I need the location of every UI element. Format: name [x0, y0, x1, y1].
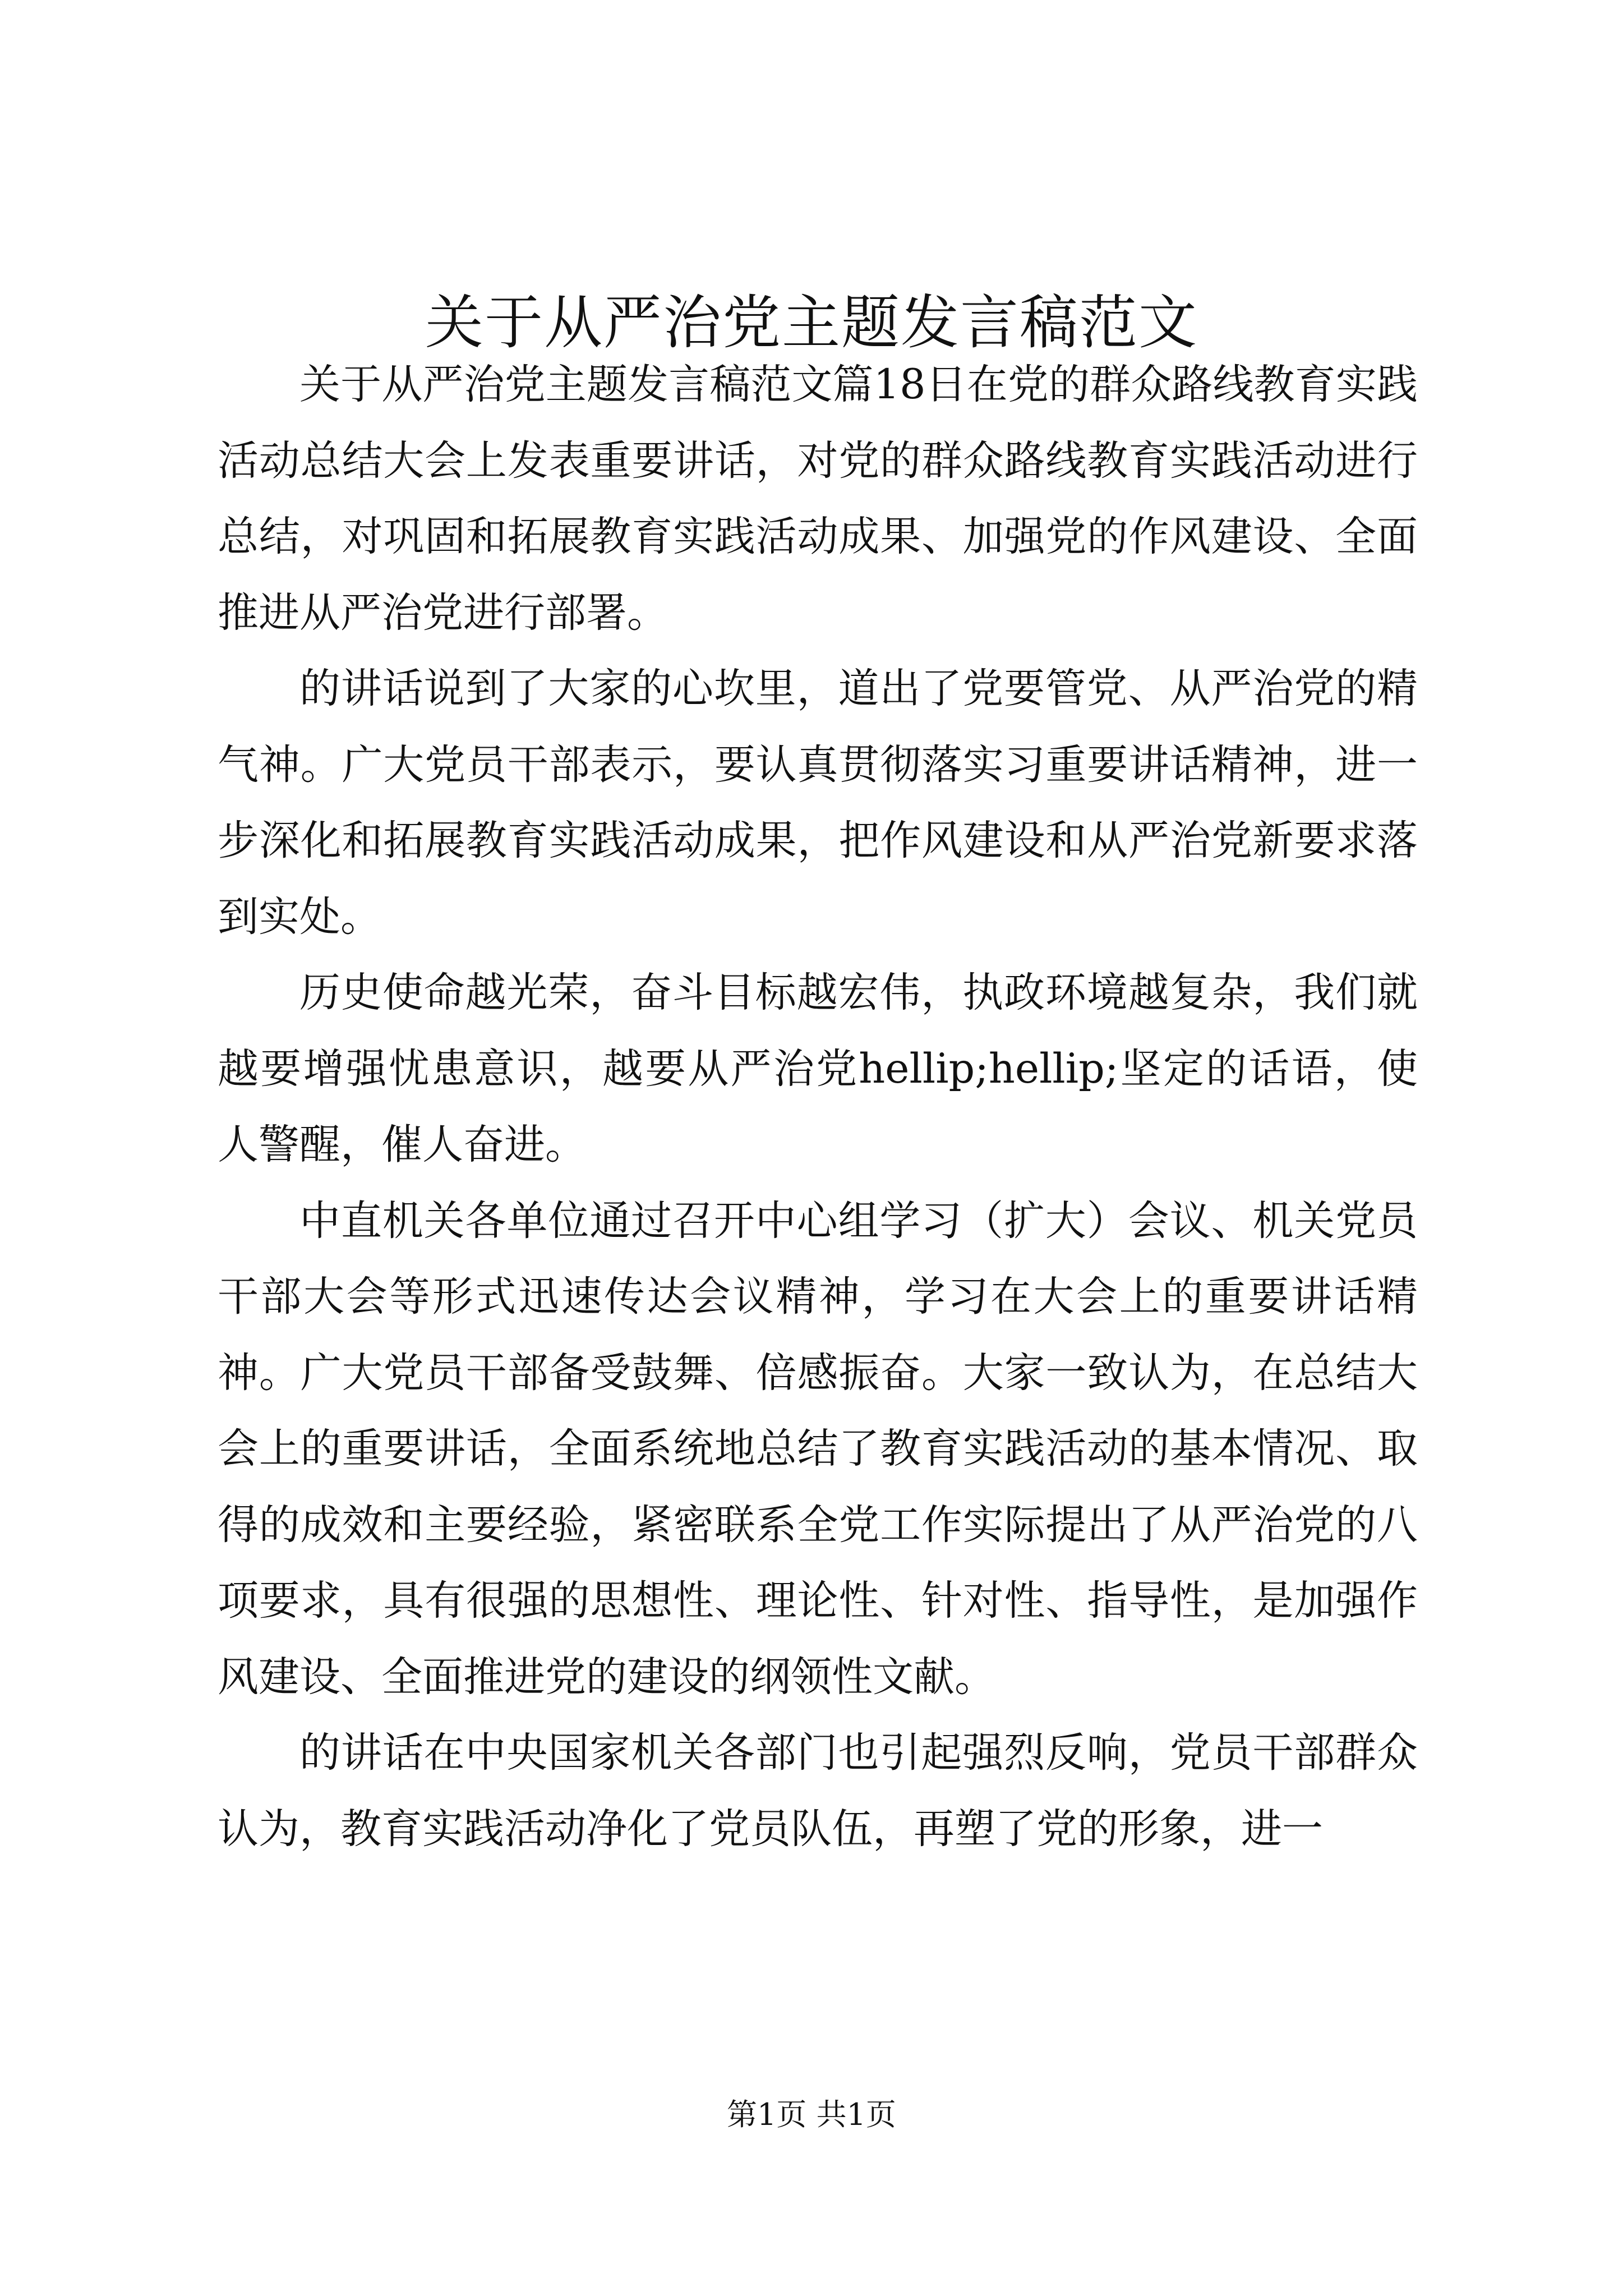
- paragraph-1: 关于从严治党主题发言稿范文篇18日在党的群众路线教育实践活动总结大会上发表重要讲话，对党的群众路线教育实践活动进行总结，对巩固和拓展教育实践活动成果、加强党的作风建设、全面推进从严治党进行部署。: [218, 361, 1418, 637]
- paragraph-3: 历史使命越光荣，奋斗目标越宏伟，执政环境越复杂，我们就越要增强忧患意识，越要从严治党hellip;hellip;坚定的话语，使人警醒，催人奋进。: [218, 969, 1418, 1168]
- paragraph-2: 的讲话说到了大家的心坎里，道出了党要管党、从严治党的精气神。广大党员干部表示，要认真贯彻落实习重要讲话精神，进一步深化和拓展教育实践活动成果，把作风建设和从严治党新要求落到实处。: [218, 665, 1418, 941]
- paragraph-5: 的讲话在中央国家机关各部门也引起强烈反响，党员干部群众认为，教育实践活动净化了党员队伍，再塑了党的形象，进一: [218, 1729, 1418, 1853]
- page-footer: 第1页 共1页: [727, 2097, 896, 2132]
- document-title: 关于从严治党主题发言稿范文: [425, 288, 1198, 357]
- document-body: [218, 347, 1418, 1867]
- paragraph-4: 中直机关各单位通过召开中心组学习（扩大）会议、机关党员干部大会等形式迅速传达会议精神，学习在大会上的重要讲话精神。广大党员干部备受鼓舞、倍感振奋。大家一致认为，在总结大会上的重要讲话，全面系统地总结了教育实践活动的基本情况、取得的成效和主要经验，紧密联系全党工作实际提出了从严治党的八项要求，具有很强的思想性、理论性、针对性、指导性，是加强作风建设、全面推进党的建设的纲领性文献。: [218, 1197, 1418, 1701]
